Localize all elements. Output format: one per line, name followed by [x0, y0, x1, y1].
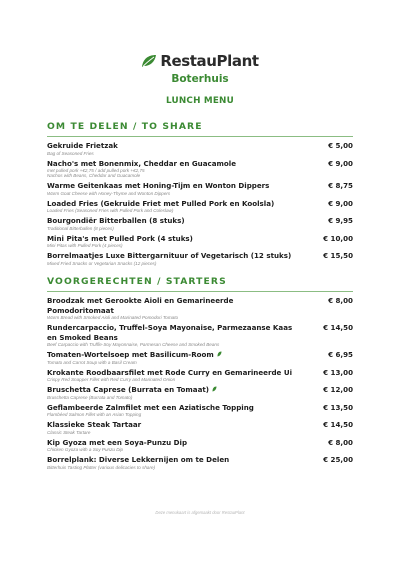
- item-name-text: Krokante Roodbaarsfilet met Rode Curry en Gemarineerde Ui: [47, 367, 293, 377]
- menu-item: [47, 159, 353, 179]
- item-name: [47, 385, 295, 395]
- item-description: met pulled pork +€2,75 / add pulled pork +€2,75: [47, 168, 145, 173]
- item-description: Classic Steak Tartare: [47, 429, 91, 435]
- menu-title: LUNCH MENU: [166, 96, 234, 106]
- item-price: € 10,00: [323, 233, 353, 243]
- footer-note: Deze menukaart is afgemaakt door RestauPlant: [155, 510, 245, 515]
- brand-logo: [141, 52, 258, 70]
- item-name-text: Mini Pita's met Pulled Pork (4 stuks): [47, 233, 193, 243]
- item-description: Loaded Fries (Seasoned Fries with Pulled Pork and Coleslaw): [47, 208, 174, 214]
- item-price: € 8,75: [328, 181, 353, 191]
- item-name: [47, 216, 295, 226]
- item-description: Warm Goat Cheese with Honey-Thyme and Wonton Dippers: [47, 190, 171, 196]
- item-name-text: Bruschetta Caprese (Burrata en Tomaat): [47, 385, 209, 395]
- section-items-to-share: [47, 137, 353, 266]
- brand-name: RestauPlant: [160, 52, 259, 70]
- menu-item: [47, 251, 353, 266]
- item-description: Tomato and Carrot Soup with a Basil Cream: [47, 359, 137, 365]
- menu-item: [47, 234, 353, 249]
- menu-item: [47, 455, 353, 470]
- item-price: € 15,50: [323, 251, 353, 261]
- item-description: Bitterhuis Tasting Platter (various delicacies to share): [47, 464, 156, 470]
- item-description: Traditional Bitterballen (8 pieces): [47, 225, 114, 231]
- menu-item: [47, 323, 353, 347]
- menu-item: [47, 141, 353, 156]
- item-price: € 8,00: [328, 296, 353, 306]
- item-price: € 9,95: [328, 216, 353, 226]
- item-price: € 5,00: [328, 141, 353, 150]
- item-name: [47, 251, 295, 261]
- item-description: Bag of Seasoned Fries: [47, 150, 94, 156]
- item-price: € 12,00: [323, 385, 353, 395]
- item-description: Warm Bread with Smoked Aioli and Marinated Pomodori Tomato: [47, 315, 179, 321]
- item-description: Mixed Fried Snacks or Vegetarian Snacks (12 pieces): [47, 260, 157, 266]
- item-name: [47, 403, 295, 413]
- item-description: Mini Pitas with Pulled Pork (4 pieces): [47, 243, 123, 249]
- item-price: € 13,00: [323, 367, 353, 377]
- item-description: Beef Carpaccio with Truffle-Soy Mayonnaise, Parmesan Cheese and Smoked Beans: [47, 342, 220, 348]
- leaf-icon: [212, 386, 217, 392]
- menu-item: [47, 181, 353, 196]
- item-name-text: Bourgondiër Bitterballen (8 stuks): [47, 216, 185, 226]
- item-name-text: Kip Gyoza met een Soya-Punzu Dip: [47, 437, 188, 447]
- menu-header: [47, 0, 353, 107]
- item-name: [47, 455, 295, 465]
- section-title-starters: VOORGERECHTEN / STARTERS: [47, 276, 353, 292]
- item-description: Chicken Gyoza with a Soy Punzu Dip: [47, 447, 124, 453]
- menu-item: [47, 403, 353, 418]
- item-name-text: Klassieke Steak Tartaar: [47, 420, 142, 430]
- item-price: € 14,50: [323, 420, 353, 430]
- item-name: [47, 234, 295, 244]
- section-items-starters: [47, 292, 353, 470]
- menu-item: [47, 296, 353, 320]
- item-price: € 8,00: [328, 437, 353, 447]
- location-name: Boterhuis: [171, 73, 229, 85]
- item-description: Flambéed Salmon Fillet with an Asian Topping: [47, 412, 142, 418]
- item-name-text: Geflambeerde Zalmfilet met een Aziatische Topping: [47, 402, 254, 412]
- menu-item: [47, 350, 353, 365]
- item-name: [47, 438, 295, 448]
- item-price: € 9,00: [328, 158, 353, 168]
- item-description: Nachos with Beans, Cheddar and Guacamole: [47, 173, 141, 179]
- item-name-text: Warme Geitenkaas met Honing-Tijm en Wonton Dippers: [47, 181, 270, 191]
- item-name-text: Gekruide Frietzak: [47, 141, 118, 150]
- item-name: [47, 159, 295, 169]
- item-name-text: Borrelplank: Diverse Lekkernijen om te Delen: [47, 455, 230, 465]
- item-description: Bruschetta Caprese (Burrata and Tomato): [47, 394, 133, 400]
- item-price: € 6,95: [328, 350, 353, 360]
- item-name-text: Tomaten-Wortelsoep met Basilicum-Room: [47, 350, 214, 360]
- leaf-icon: [141, 54, 157, 68]
- item-price: € 13,50: [323, 402, 353, 412]
- item-price: € 9,00: [328, 198, 353, 208]
- item-name: [47, 420, 295, 430]
- item-name: [47, 181, 295, 191]
- item-price: € 25,00: [323, 455, 353, 465]
- item-name: [47, 368, 295, 378]
- item-name: [47, 199, 295, 209]
- menu-item: [47, 199, 353, 214]
- item-name: [47, 323, 295, 342]
- item-name-text: Borrelmaatjes Luxe Bittergarnituur of Vegetarisch (12 stuks): [47, 251, 292, 261]
- item-description: Crispy Red Snapper Fillet with Red Curry and Marinated Onion: [47, 377, 176, 383]
- menu-item: [47, 368, 353, 383]
- menu-item: [47, 420, 353, 435]
- item-name: [47, 296, 295, 315]
- item-name-text: Broodzak met Gerookte Aioli en Gemarineerde Pomodoritomaat: [47, 296, 234, 315]
- item-name-text: Rundercarpaccio, Truffel-Soya Mayonaise, Parmezaanse Kaas en Smoked Beans: [47, 323, 293, 342]
- item-name: [47, 350, 295, 360]
- menu-item: [47, 438, 353, 453]
- leaf-icon: [217, 351, 222, 357]
- section-title-to-share: OM TE DELEN / TO SHARE: [47, 121, 353, 137]
- menu-item: [47, 385, 353, 400]
- item-name-text: Loaded Fries (Gekruide Friet met Pulled Pork en Koolsla): [47, 198, 275, 208]
- item-name: [47, 141, 295, 151]
- item-price: € 14,50: [323, 323, 353, 333]
- item-name-text: Nacho's met Bonenmix, Cheddar en Guacamole: [47, 158, 237, 168]
- menu-item: [47, 216, 353, 231]
